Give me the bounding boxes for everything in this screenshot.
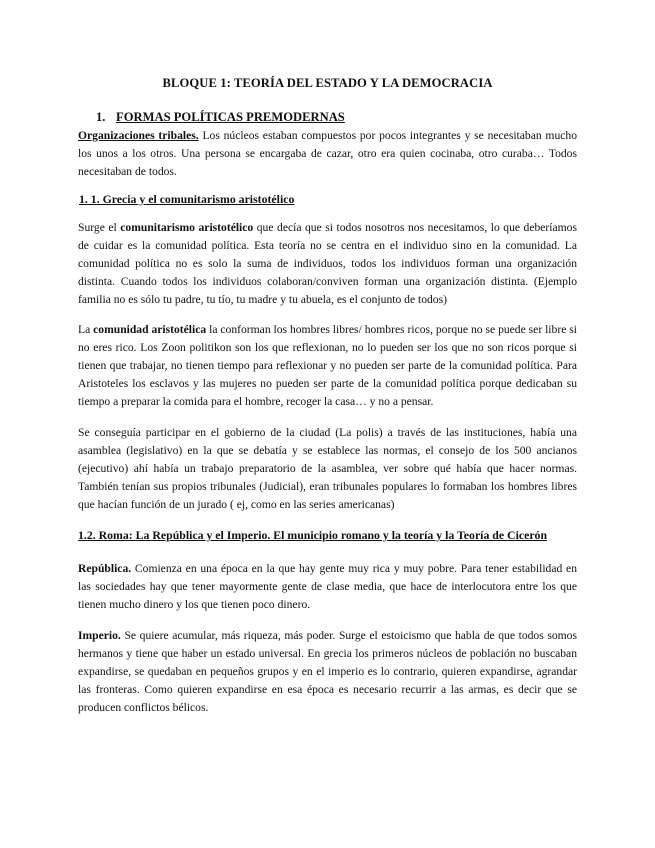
tribal-label: Organizaciones tribales. <box>78 129 199 142</box>
tribal-text: Los núcleos estaban compuestos por pocos integrantes y se necesitaban mucho los unos a los otros. Una persona se encargaba de cazar, otro era quien cocinaba, otro curaba… Todos necesitaban de todos. <box>78 129 577 178</box>
gobierno-paragraph: Se conseguía participar en el gobierno de la ciudad (La polis) a través de las instituciones, había una asamblea (legislativo) en la que se debatía y se establece las normas, el consejo de los 500 ancianos (ejecutivo) ahí había un trabajo preparatorio de la asamblea, ver sobre qué había que hacer normas. También tenían sus propios tribunales (Judicial), eran tribunales populares lo formaban los hombres libres que hacían función de un jurado ( ej, como en las series americanas) <box>78 426 577 511</box>
imperio-text: Se quiere acumular, más riqueza, más poder. Surge el estoicismo que habla de que todos somos hermanos y tiene que haber un estado universal. En grecia los primeros núcleos de población no buscaban expandirse, se quedaban en pequeños grupos y en el imperio es lo contrario, quieren expandirse, agrandar las fronteras. Como quieren expandirse en esa época es necesario recurrir a las armas, es decir que se producen conflictos bélicos. <box>78 629 577 714</box>
p2-bold: comunidad aristotélica <box>93 323 207 336</box>
section-1-1-heading: 1. 1. Grecia y el comunitarismo aristotélico <box>79 192 295 206</box>
republica-text: Comienza en una época en la que hay gente muy rica y muy pobre. Para tener estabilidad en las sociedades hay que tener mayormente gente de clase media, que hace de interlocutora entre los que tienen mucho dinero y los que tienen poco dinero. <box>78 562 577 611</box>
section-1-heading <box>96 110 345 125</box>
p1-post: que decía que si todos nosotros nos necesitamos, lo que deberíamos de cuidar es la comunidad política. Esta teoría no se centra en el individuo sino en la comunidad. La comunidad política no es solo la suma de individuos, todos los individuos forman una organización distinta. Cuando todos los individuos colaboran/conviven forman una organización distinta. (Ejemplo familia no es sólo tu padre, tu tío, tu madre y tu abuela, es el conjunto de todos) <box>78 221 577 306</box>
tribal-paragraph <box>78 127 577 181</box>
p2-post: la conforman los hombres libres/ hombres ricos, porque no se puede ser libre si no eres rico. Los Zoon politikon son los que reflexionan, no lo pueden ser los que no son ricos porque si tienen que trabajar, no tienen tiempo para reflexionar y no pueden ser parte de la comunidad política. Para Aristoteles los esclavos y las mujeres no pueden ser parte de la comunidad política porque dedicaban su tiempo a preparar la comida para el hombre, recoger la casa… y no a pensar. <box>78 323 577 408</box>
section-1-title: FORMAS POLÍTICAS PREMODERNAS <box>116 110 345 124</box>
imperio-label: Imperio. <box>78 629 121 642</box>
republica-paragraph <box>78 560 577 614</box>
section-1-2-heading: 1.2. Roma: La República y el Imperio. El municipio romano y la teoría y la Teoría de Cicerón <box>78 528 548 542</box>
imperio-paragraph <box>78 627 577 717</box>
comunitarismo-paragraph <box>78 219 577 309</box>
p1-bold: comunitarismo aristotélico <box>120 221 254 234</box>
section-1-number: 1. <box>96 110 106 124</box>
comunidad-paragraph <box>78 321 577 411</box>
p2-pre: La <box>78 323 94 336</box>
republica-label: República. <box>78 562 132 575</box>
p1-pre: Surge el <box>78 221 121 234</box>
document-title: BLOQUE 1: TEORÍA DEL ESTADO Y LA DEMOCRACIA <box>162 76 493 90</box>
